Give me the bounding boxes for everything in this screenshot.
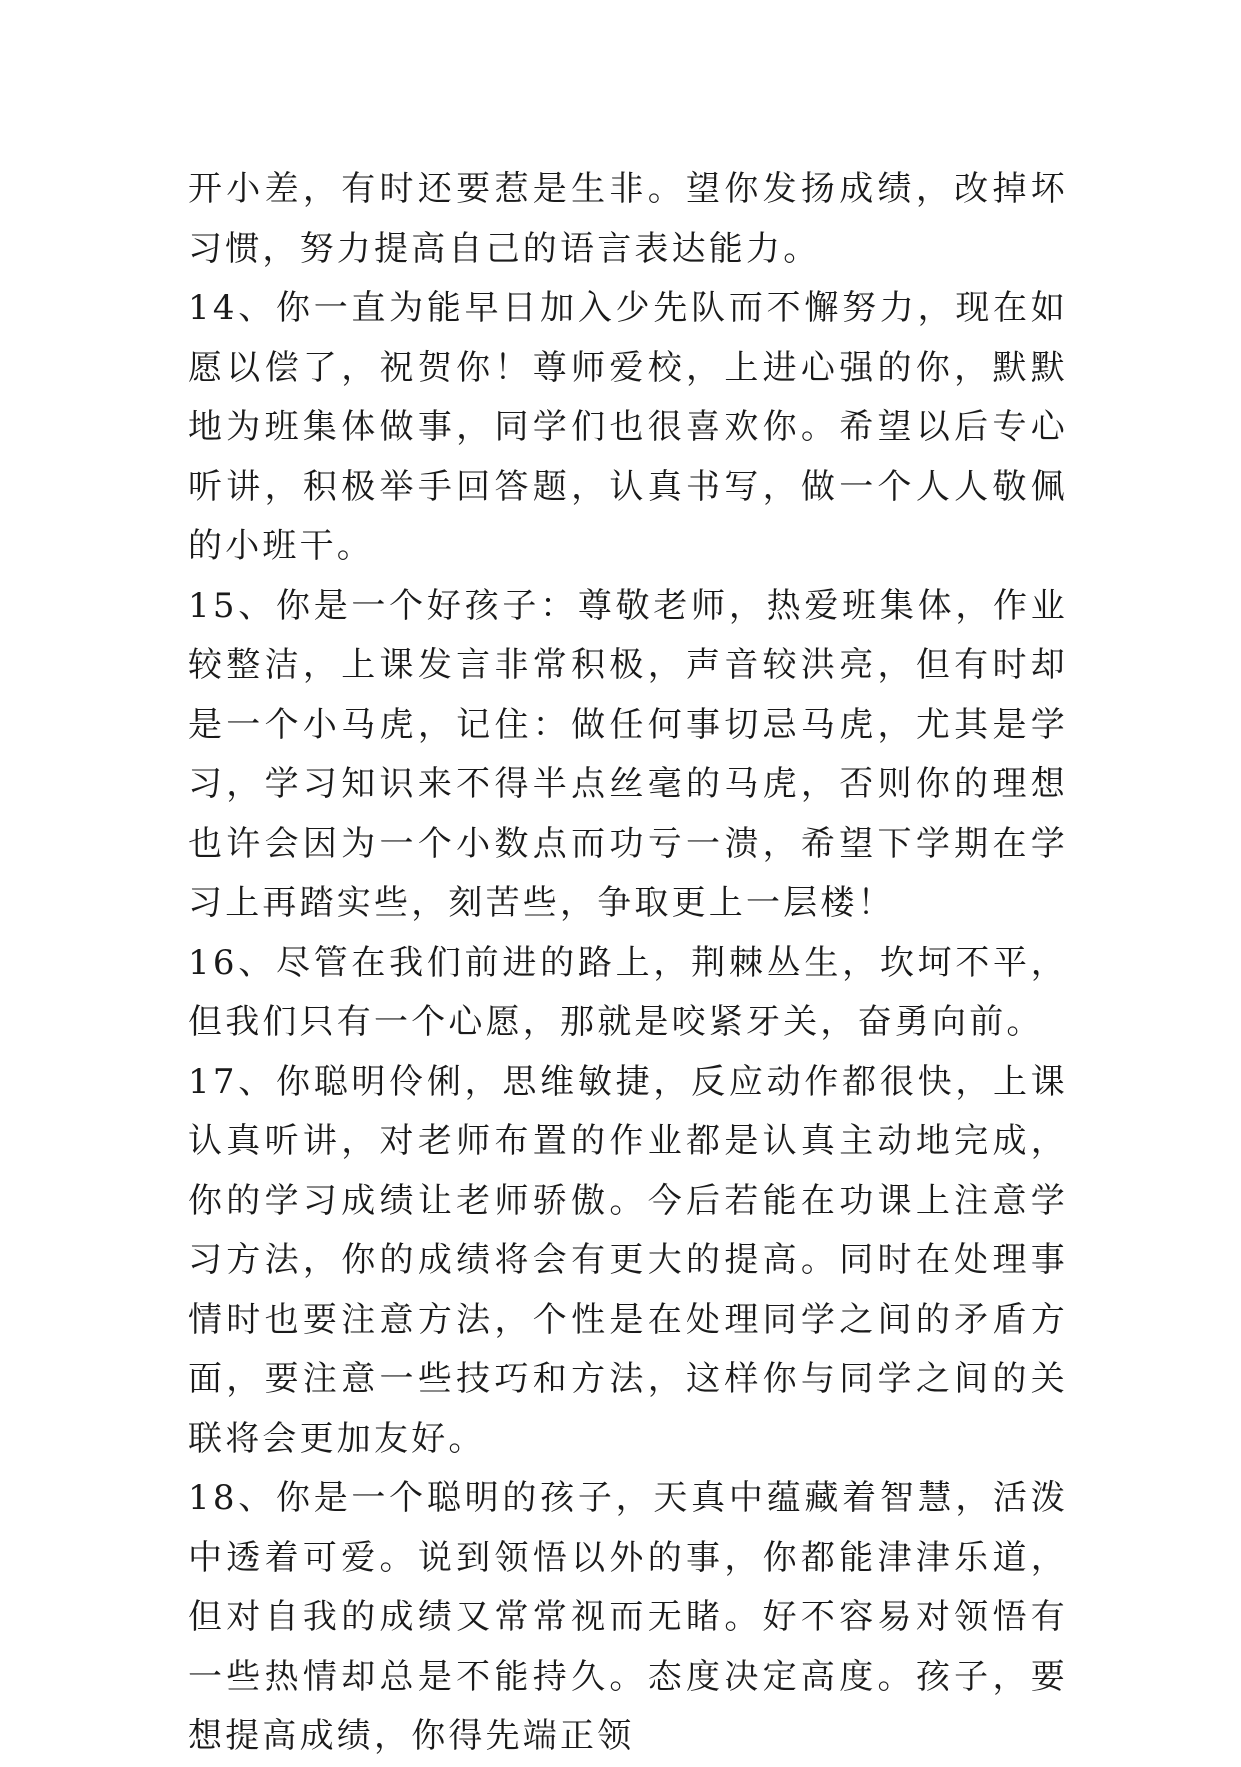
paragraph-continuation: 开小差，有时还要惹是生非。望你发扬成绩，改掉坏习惯，努力提高自己的语言表达能力。 [188,169,1068,269]
paragraph-17: 17、你聪明伶俐，思维敏捷，反应动作都很快，上课认真听讲，对老师布置的作业都是认真主动地完成，你的学习成绩让老师骄傲。今后若能在功课上注意学习方法，你的成绩将会有更大的提高。同时在处理事情时也要注意方法，个性是在处理同学之间的矛盾方面，要注意一些技巧和方法，这样你与同学之间的关联将会更加友好。 [188,1061,1068,1459]
document-body [188,160,1068,1767]
paragraph-14: 14、你一直为能早日加入少先队而不懈努力，现在如愿以偿了，祝贺你！尊师爱校，上进心强的你，默默地为班集体做事，同学们也很喜欢你。希望以后专心听讲，积极举手回答题，认真书写，做一个人人敬佩的小班干。 [188,288,1068,566]
paragraph-15: 15、你是一个好孩子：尊敬老师，热爱班集体，作业较整洁，上课发言非常积极，声音较洪亮，但有时却是一个小马虎，记住：做任何事切忌马虎，尤其是学习，学习知识来不得半点丝毫的马虎，否则你的理想也许会因为一个小数点而功亏一溃，希望下学期在学习上再踏实些，刻苦些，争取更上一层楼！ [188,585,1068,923]
paragraph-18: 18、你是一个聪明的孩子，天真中蕴藏着智慧，活泼中透着可爱。说到领悟以外的事，你都能津津乐道，但对自我的成绩又常常视而无睹。好不容易对领悟有一些热情却总是不能持久。态度决定高度。孩子，要想提高成绩，你得先端正领 [188,1478,1068,1756]
paragraph-16: 16、尽管在我们前进的路上，荆棘丛生，坎坷不平，但我们只有一个心愿，那就是咬紧牙关，奋勇向前。 [188,942,1068,1042]
